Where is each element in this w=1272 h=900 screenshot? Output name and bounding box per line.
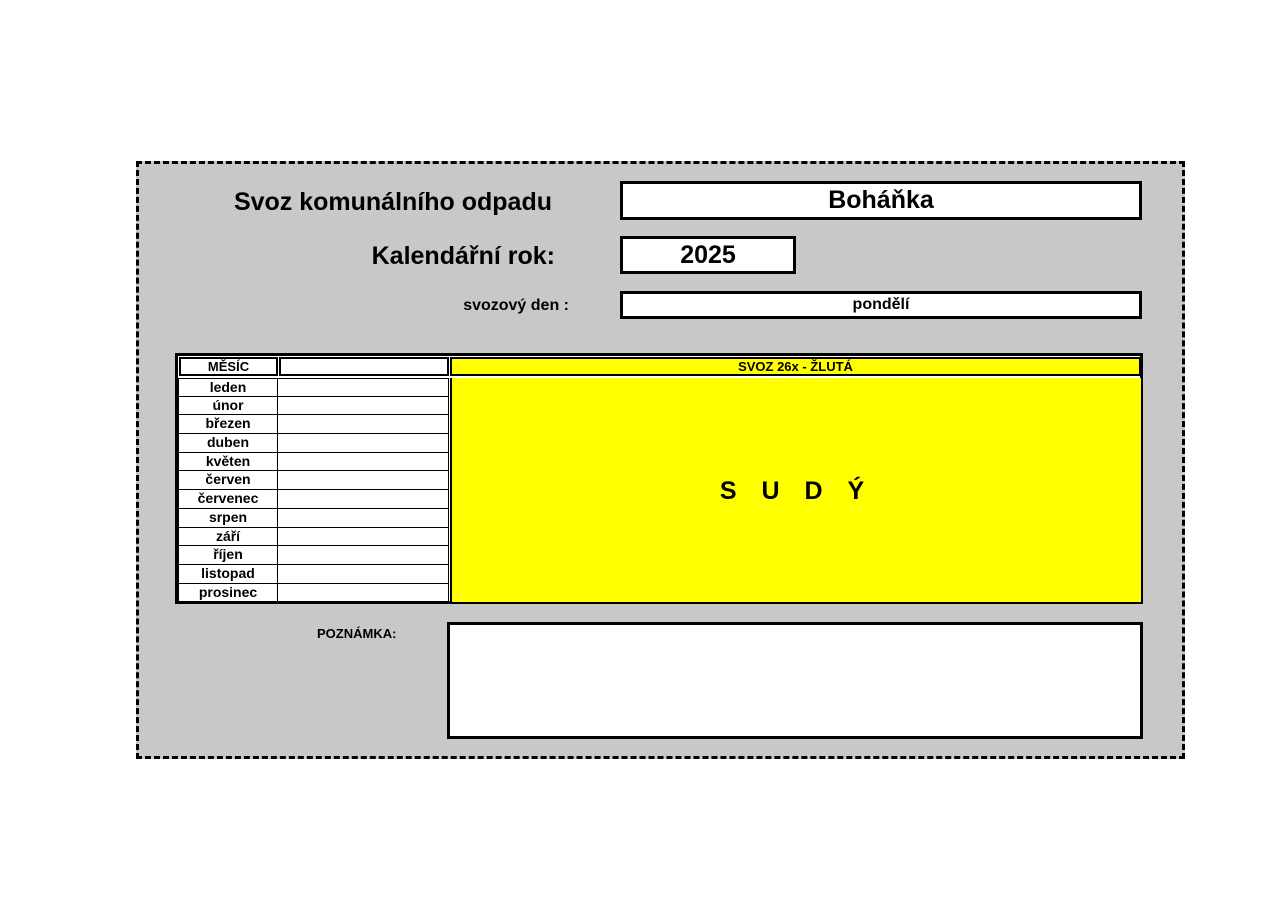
- month-cell: říjen: [178, 546, 278, 565]
- month-list: [178, 378, 449, 602]
- month-cell: leden: [178, 378, 278, 397]
- table-row: [178, 397, 449, 416]
- month-cell: prosinec: [178, 584, 278, 603]
- month-value-cell[interactable]: [278, 397, 449, 416]
- even-week-label: S U D Ý: [719, 476, 874, 505]
- month-value-cell[interactable]: [278, 415, 449, 434]
- month-value-cell[interactable]: [278, 453, 449, 472]
- month-value-cell[interactable]: [278, 471, 449, 490]
- collection-column-header: SVOZ 26x - ŽLUTÁ: [450, 357, 1141, 376]
- month-value-cell[interactable]: [278, 584, 449, 603]
- table-row: [178, 434, 449, 453]
- month-value-cell[interactable]: [278, 434, 449, 453]
- table-row: [178, 415, 449, 434]
- month-cell: září: [178, 528, 278, 547]
- month-cell: srpen: [178, 509, 278, 528]
- month-column-header: MĚSÍC: [179, 357, 278, 376]
- month-cell: duben: [178, 434, 278, 453]
- schedule-table: [175, 353, 1143, 604]
- village-field[interactable]: Boháňka: [620, 181, 1142, 220]
- month-value-cell[interactable]: [278, 490, 449, 509]
- month-cell: květen: [178, 453, 278, 472]
- page-title: Svoz komunálního odpadu: [233, 188, 552, 216]
- table-row: [178, 546, 449, 565]
- collection-schedule-cell[interactable]: [450, 378, 1141, 602]
- year-label: Kalendářní rok:: [371, 242, 555, 270]
- extra-column-header: [279, 357, 449, 376]
- month-cell: únor: [178, 397, 278, 416]
- table-row: [178, 378, 449, 397]
- month-cell: červen: [178, 471, 278, 490]
- month-value-cell[interactable]: [278, 546, 449, 565]
- year-field[interactable]: 2025: [620, 236, 796, 274]
- month-cell: listopad: [178, 565, 278, 584]
- table-row: [178, 471, 449, 490]
- month-value-cell[interactable]: [278, 565, 449, 584]
- table-row: [178, 453, 449, 472]
- month-value-cell[interactable]: [278, 378, 449, 397]
- collection-day-label: svozový den :: [463, 297, 569, 314]
- note-field[interactable]: [447, 622, 1143, 739]
- month-value-cell[interactable]: [278, 509, 449, 528]
- month-value-cell[interactable]: [278, 528, 449, 547]
- table-row: [178, 584, 449, 603]
- table-row: [178, 490, 449, 509]
- note-label: POZNÁMKA:: [317, 626, 397, 641]
- table-row: [178, 565, 449, 584]
- table-row: [178, 528, 449, 547]
- month-cell: červenec: [178, 490, 278, 509]
- collection-schedule-panel: [136, 161, 1185, 759]
- table-row: [178, 509, 449, 528]
- collection-day-field[interactable]: pondělí: [620, 291, 1142, 319]
- month-cell: březen: [178, 415, 278, 434]
